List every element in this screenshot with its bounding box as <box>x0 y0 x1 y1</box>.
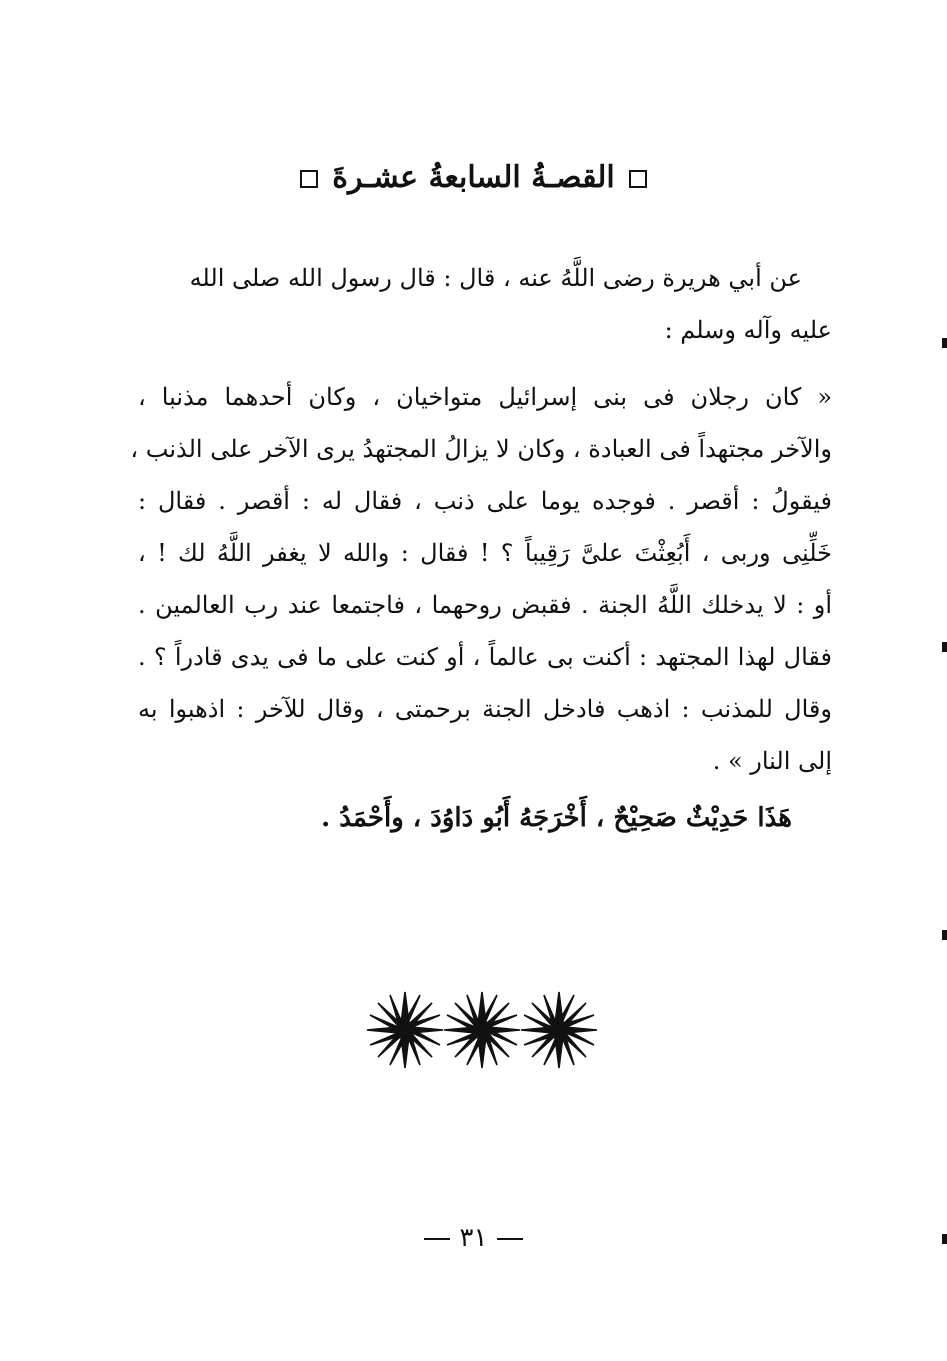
starburst-icon <box>367 992 443 1068</box>
dash-icon <box>424 1238 450 1240</box>
hadith-line: والآخر مجتهداً فى العبادة ، وكان لا يزالُ المجتهدُ يرى الآخر على الذنب ، <box>130 435 832 463</box>
hadith-grading: هَذَا حَدِيْثٌ صَحِيْحٌ ، أَخْرَجَهُ أَبُو دَاوُدَ ، وأَحْمَدُ . <box>321 803 792 833</box>
page-number <box>0 1218 947 1258</box>
square-ornament-icon <box>629 170 647 188</box>
hadith-line: خَلِّنِى وربى ، أَبُعِثْتَ علىَّ رَقِيباً ؟ ! فقال : والله لا يغفر اللَّهُ لك ! ، <box>138 539 832 567</box>
story-title <box>0 150 947 206</box>
hadith-line: فيقولُ : أقصر . فوجده يوما على ذنب ، فقال له : أقصر . فقال : <box>138 487 832 515</box>
isnad-line: عن أبي هريرة رضى اللَّهُ عنه ، قال : قال رسول الله صلى الله <box>189 264 802 292</box>
hadith-line: إلى النار » . <box>712 747 832 775</box>
isnad-line: عليه وآله وسلم : <box>664 316 832 344</box>
page-number-text: ٣١ <box>459 1223 488 1253</box>
hadith-line: أو : لا يدخلك اللَّهُ الجنة . فقبض روحهما ، فاجتمعا عند رب العالمين . <box>138 591 832 619</box>
hadith-line: وقال للمذنب : اذهب فادخل الجنة برحمتى ، وقال للآخر : اذهبوا به <box>138 695 832 723</box>
starburst-ornament-icon <box>365 985 600 1075</box>
scan-edge-mark <box>942 930 947 940</box>
starburst-icon <box>444 992 520 1068</box>
story-title-text: القصـةُ السابعةُ عشـرةَ <box>332 160 615 195</box>
hadith-line: « كان رجلان فى بنى إسرائيل متواخيان ، وكان أحدهما مذنبا ، <box>138 383 833 411</box>
scan-edge-mark <box>942 642 947 652</box>
scan-edge-mark <box>942 338 947 348</box>
hadith-line: فقال لهذا المجتهد : أكنت بى عالماً ، أو كنت على ما فى يدى قادراً ؟ . <box>138 643 832 671</box>
dash-icon <box>497 1238 523 1240</box>
hadith-text <box>130 371 833 787</box>
scan-edge-mark <box>942 1234 947 1244</box>
hadith-isnad <box>138 252 832 356</box>
square-ornament-icon <box>300 170 318 188</box>
starburst-icon <box>521 992 597 1068</box>
